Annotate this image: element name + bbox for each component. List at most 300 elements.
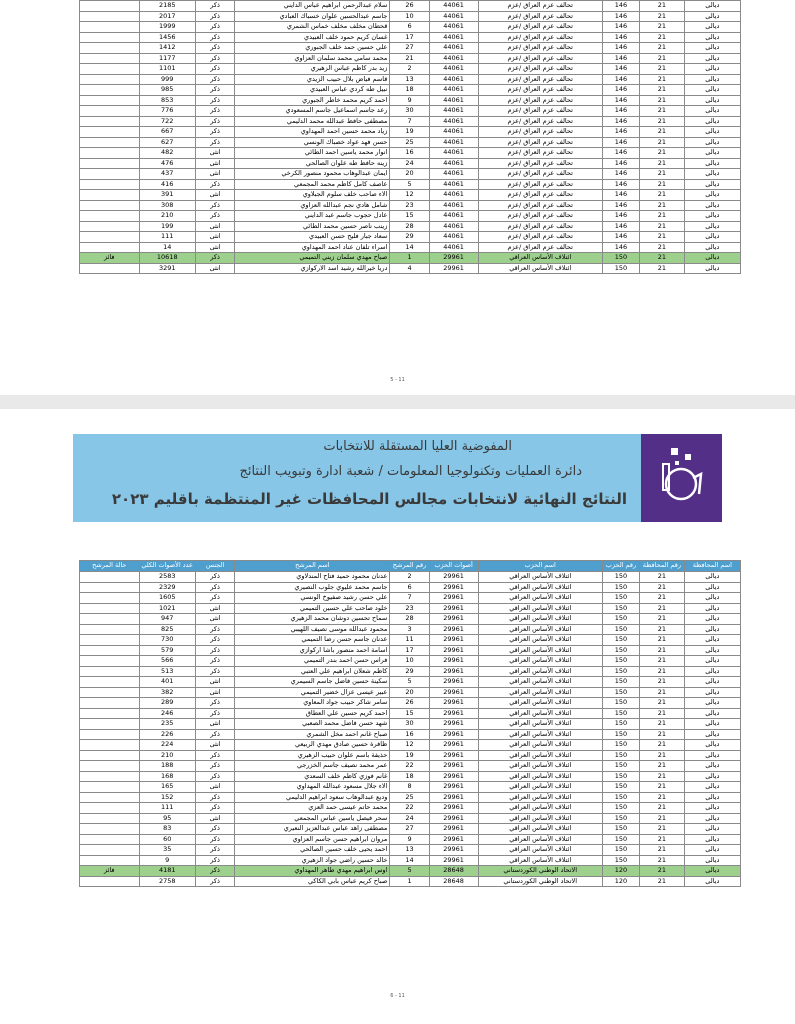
- cell-candidate-status: [80, 179, 140, 190]
- cell-party-votes: 29961: [429, 572, 478, 583]
- cell-total-votes: 627: [139, 137, 195, 148]
- cell-party-votes: 29961: [429, 824, 478, 835]
- cell-candidate-status: [80, 593, 140, 604]
- cell-total-votes: 437: [139, 169, 195, 180]
- cell-gender: انثى: [195, 603, 234, 614]
- cell-party-number: 146: [602, 169, 639, 180]
- cell-party-number: 146: [602, 200, 639, 211]
- commission-logo: [641, 434, 722, 522]
- cell-party-name: ائتلاف الأساس العراقي: [478, 719, 602, 730]
- cell-governorate: ديالى: [684, 771, 740, 782]
- cell-candidate-name: عادل حجوب جاسم عبد الدايني: [235, 211, 390, 222]
- table-row: [80, 232, 741, 243]
- cell-party-number: 150: [602, 687, 639, 698]
- cell-governorate-number: 21: [640, 624, 685, 635]
- table-row: [80, 1, 741, 12]
- cell-total-votes: 3291: [139, 263, 195, 274]
- cell-candidate-name: سلام عبدالرحمن ابراهيم عباس الدايني: [235, 1, 390, 12]
- table-row: [80, 645, 741, 656]
- cell-party-votes: 29961: [429, 771, 478, 782]
- cell-candidate-number: 12: [390, 740, 429, 751]
- cell-total-votes: 224: [139, 740, 195, 751]
- cell-candidate-number: 9: [390, 95, 429, 106]
- cell-governorate: ديالى: [684, 95, 740, 106]
- header-banner: [73, 434, 722, 522]
- cell-governorate: ديالى: [684, 834, 740, 845]
- cell-candidate-status: [80, 614, 140, 625]
- cell-governorate: ديالى: [684, 803, 740, 814]
- cell-candidate-number: 3: [390, 624, 429, 635]
- cell-governorate-number: 21: [640, 813, 685, 824]
- cell-party-name: ائتلاف الأساس العراقي: [478, 253, 602, 264]
- cell-total-votes: 1021: [139, 603, 195, 614]
- table-row: [80, 614, 741, 625]
- cell-party-name: ائتلاف الأساس العراقي: [478, 761, 602, 772]
- header-party-number: رقم الحزب: [602, 561, 639, 572]
- cell-candidate-status: [80, 158, 140, 169]
- cell-candidate-status: [80, 656, 140, 667]
- cell-party-number: 146: [602, 43, 639, 54]
- cell-candidate-name: عدنان محمود حميد فتاح المندلاوي: [235, 572, 390, 583]
- cell-party-number: 120: [602, 866, 639, 877]
- cell-party-votes: 29961: [429, 845, 478, 856]
- cell-candidate-number: 24: [390, 158, 429, 169]
- cell-total-votes: 4181: [139, 866, 195, 877]
- table-row: [80, 242, 741, 253]
- cell-candidate-number: 29: [390, 666, 429, 677]
- cell-candidate-status: [80, 792, 140, 803]
- cell-candidate-number: 22: [390, 761, 429, 772]
- cell-governorate: ديالى: [684, 22, 740, 33]
- cell-party-votes: 29961: [429, 834, 478, 845]
- cell-gender: انثى: [195, 190, 234, 201]
- cell-total-votes: 999: [139, 74, 195, 85]
- cell-governorate-number: 21: [640, 221, 685, 232]
- cell-candidate-status: [80, 782, 140, 793]
- cell-total-votes: 35: [139, 845, 195, 856]
- table-row: [80, 137, 741, 148]
- cell-governorate: ديالى: [684, 813, 740, 824]
- cell-governorate: ديالى: [684, 190, 740, 201]
- table-row: [80, 719, 741, 730]
- cell-total-votes: 246: [139, 708, 195, 719]
- cell-gender: انثى: [195, 719, 234, 730]
- cell-candidate-name: شامل هادي نجم عبدالله العزاوي: [235, 200, 390, 211]
- cell-total-votes: 853: [139, 95, 195, 106]
- cell-party-votes: 44061: [429, 169, 478, 180]
- table-row: [80, 803, 741, 814]
- cell-party-votes: 44061: [429, 127, 478, 138]
- results-title: النتائج النهائية لانتخابات مجالس المحافظات غير المنتظمة باقليم ٢٠٢٣: [111, 490, 627, 508]
- cell-candidate-name: محمود عبدالله موسى نصيف اللهيبي: [235, 624, 390, 635]
- cell-candidate-status: [80, 803, 140, 814]
- cell-total-votes: 401: [139, 677, 195, 688]
- cell-party-votes: 29961: [429, 263, 478, 274]
- cell-governorate-number: 21: [640, 232, 685, 243]
- table-row: [80, 179, 741, 190]
- cell-candidate-name: زياد محمد حسين احمد المهداوي: [235, 127, 390, 138]
- cell-party-votes: 29961: [429, 645, 478, 656]
- cell-party-votes: 44061: [429, 32, 478, 43]
- cell-governorate-number: 21: [640, 53, 685, 64]
- cell-party-number: 150: [602, 582, 639, 593]
- cell-party-name: تحالف عزم العراق /عزم: [478, 221, 602, 232]
- cell-party-name: ائتلاف الأساس العراقي: [478, 792, 602, 803]
- cell-party-name: تحالف عزم العراق /عزم: [478, 179, 602, 190]
- cell-candidate-status: [80, 53, 140, 64]
- cell-party-number: 146: [602, 211, 639, 222]
- cell-gender: ذكر: [195, 771, 234, 782]
- cell-total-votes: 165: [139, 782, 195, 793]
- cell-candidate-number: 16: [390, 148, 429, 159]
- cell-party-name: تحالف عزم العراق /عزم: [478, 43, 602, 54]
- cell-gender: انثى: [195, 782, 234, 793]
- cell-total-votes: 308: [139, 200, 195, 211]
- cell-party-votes: 29961: [429, 603, 478, 614]
- cell-governorate: ديالى: [684, 782, 740, 793]
- table-row: [80, 740, 741, 751]
- cell-party-number: 146: [602, 148, 639, 159]
- cell-total-votes: 985: [139, 85, 195, 96]
- cell-candidate-status: [80, 572, 140, 583]
- cell-party-number: 146: [602, 232, 639, 243]
- cell-candidate-status: [80, 32, 140, 43]
- cell-party-number: 150: [602, 813, 639, 824]
- cell-total-votes: 416: [139, 179, 195, 190]
- cell-governorate-number: 21: [640, 148, 685, 159]
- cell-candidate-number: 26: [390, 1, 429, 12]
- cell-candidate-number: 28: [390, 221, 429, 232]
- cell-gender: ذكر: [195, 253, 234, 264]
- cell-governorate-number: 21: [640, 253, 685, 264]
- cell-party-name: ائتلاف الأساس العراقي: [478, 572, 602, 583]
- cell-candidate-status: [80, 698, 140, 709]
- cell-total-votes: 476: [139, 158, 195, 169]
- cell-gender: ذكر: [195, 200, 234, 211]
- cell-candidate-name: سامر شاكر حبيب جواد المعاوي: [235, 698, 390, 709]
- cell-governorate: ديالى: [684, 1, 740, 12]
- cell-governorate-number: 21: [640, 687, 685, 698]
- cell-party-name: ائتلاف الأساس العراقي: [478, 263, 602, 274]
- cell-gender: ذكر: [195, 876, 234, 887]
- cell-candidate-status: [80, 95, 140, 106]
- cell-party-votes: 28648: [429, 876, 478, 887]
- cell-candidate-name: غانم فوزي كاظم خلف السعدي: [235, 771, 390, 782]
- cell-governorate: ديالى: [684, 158, 740, 169]
- cell-total-votes: 152: [139, 792, 195, 803]
- cell-candidate-name: الاء جلال مسعود عبدالله المهداوي: [235, 782, 390, 793]
- cell-party-name: ائتلاف الأساس العراقي: [478, 603, 602, 614]
- cell-party-votes: 29961: [429, 614, 478, 625]
- cell-candidate-number: 24: [390, 813, 429, 824]
- cell-governorate: ديالى: [684, 148, 740, 159]
- cell-party-number: 150: [602, 656, 639, 667]
- cell-candidate-number: 17: [390, 645, 429, 656]
- cell-candidate-status: [80, 876, 140, 887]
- table-row: [80, 855, 741, 866]
- table-row: [80, 43, 741, 54]
- cell-party-name: ائتلاف الأساس العراقي: [478, 813, 602, 824]
- cell-candidate-number: 18: [390, 771, 429, 782]
- cell-party-votes: 29961: [429, 582, 478, 593]
- cell-total-votes: 235: [139, 719, 195, 730]
- cell-candidate-status: [80, 137, 140, 148]
- cell-candidate-name: حذيفة باسم علوان حبيب الزهيري: [235, 750, 390, 761]
- cell-party-name: تحالف عزم العراق /عزم: [478, 148, 602, 159]
- cell-total-votes: 168: [139, 771, 195, 782]
- cell-candidate-number: 29: [390, 232, 429, 243]
- cell-gender: ذكر: [195, 824, 234, 835]
- table-row: [80, 761, 741, 772]
- cell-gender: انثى: [195, 677, 234, 688]
- cell-governorate: ديالى: [684, 64, 740, 75]
- cell-governorate: ديالى: [684, 866, 740, 877]
- cell-candidate-number: 30: [390, 106, 429, 117]
- cell-party-votes: 44061: [429, 11, 478, 22]
- cell-governorate: ديالى: [684, 179, 740, 190]
- cell-gender: ذكر: [195, 729, 234, 740]
- header-gender: الجنس: [195, 561, 234, 572]
- cell-party-votes: 44061: [429, 64, 478, 75]
- cell-candidate-status: [80, 11, 140, 22]
- cell-gender: ذكر: [195, 53, 234, 64]
- results-table-page-6: [79, 560, 741, 887]
- cell-governorate: ديالى: [684, 263, 740, 274]
- cell-party-name: تحالف عزم العراق /عزم: [478, 1, 602, 12]
- cell-gender: انثى: [195, 614, 234, 625]
- cell-gender: ذكر: [195, 106, 234, 117]
- cell-candidate-status: [80, 645, 140, 656]
- cell-candidate-name: اسراء تلفان عناد احمد المهداوي: [235, 242, 390, 253]
- cell-governorate: ديالى: [684, 708, 740, 719]
- cell-party-number: 150: [602, 845, 639, 856]
- cell-governorate-number: 21: [640, 845, 685, 856]
- cell-total-votes: 1177: [139, 53, 195, 64]
- cell-governorate: ديالى: [684, 593, 740, 604]
- cell-candidate-name: صباح مهدي سلمان زيني التميمي: [235, 253, 390, 264]
- cell-governorate-number: 21: [640, 263, 685, 274]
- cell-candidate-number: 21: [390, 53, 429, 64]
- cell-governorate: ديالى: [684, 137, 740, 148]
- table-row: [80, 74, 741, 85]
- cell-party-number: 150: [602, 740, 639, 751]
- cell-party-number: 150: [602, 593, 639, 604]
- cell-candidate-status: [80, 242, 140, 253]
- cell-governorate-number: 21: [640, 95, 685, 106]
- cell-governorate-number: 21: [640, 127, 685, 138]
- table-row: [80, 148, 741, 159]
- cell-party-name: ائتلاف الأساس العراقي: [478, 624, 602, 635]
- cell-candidate-name: مصطفى حافظ عبدالله محمد الدليمي: [235, 116, 390, 127]
- cell-candidate-status: [80, 43, 140, 54]
- cell-gender: انثى: [195, 687, 234, 698]
- cell-party-votes: 44061: [429, 137, 478, 148]
- cell-governorate-number: 21: [640, 85, 685, 96]
- cell-party-name: تحالف عزم العراق /عزم: [478, 11, 602, 22]
- cell-party-votes: 29961: [429, 855, 478, 866]
- cell-gender: ذكر: [195, 85, 234, 96]
- cell-governorate-number: 21: [640, 593, 685, 604]
- cell-candidate-name: علي حسن رشيد صفيوخ الونسي: [235, 593, 390, 604]
- cell-party-number: 146: [602, 190, 639, 201]
- cell-party-number: 150: [602, 708, 639, 719]
- page-number: 6 - 11: [390, 993, 405, 999]
- cell-candidate-name: وديع عبدالوهاب سعود ابراهيم الدليمي: [235, 792, 390, 803]
- cell-party-name: تحالف عزم العراق /عزم: [478, 158, 602, 169]
- cell-party-name: ائتلاف الأساس العراقي: [478, 614, 602, 625]
- cell-candidate-number: 30: [390, 719, 429, 730]
- cell-governorate: ديالى: [684, 719, 740, 730]
- cell-governorate-number: 21: [640, 635, 685, 646]
- cell-governorate: ديالى: [684, 687, 740, 698]
- cell-party-votes: 44061: [429, 242, 478, 253]
- cell-party-name: تحالف عزم العراق /عزم: [478, 200, 602, 211]
- cell-candidate-status: [80, 750, 140, 761]
- cell-party-name: تحالف عزم العراق /عزم: [478, 22, 602, 33]
- cell-party-number: 146: [602, 158, 639, 169]
- cell-gender: ذكر: [195, 43, 234, 54]
- cell-party-name: تحالف عزم العراق /عزم: [478, 53, 602, 64]
- cell-candidate-number: 5: [390, 179, 429, 190]
- cell-candidate-status: [80, 190, 140, 201]
- cell-gender: ذكر: [195, 855, 234, 866]
- cell-governorate: ديالى: [684, 582, 740, 593]
- cell-party-number: 150: [602, 750, 639, 761]
- cell-party-name: ائتلاف الأساس العراقي: [478, 729, 602, 740]
- table-row: [80, 582, 741, 593]
- cell-party-name: تحالف عزم العراق /عزم: [478, 116, 602, 127]
- cell-party-name: تحالف عزم العراق /عزم: [478, 169, 602, 180]
- cell-candidate-status: [80, 761, 140, 772]
- cell-candidate-number: 13: [390, 74, 429, 85]
- cell-total-votes: 83: [139, 824, 195, 835]
- cell-total-votes: 60: [139, 834, 195, 845]
- cell-governorate-number: 21: [640, 792, 685, 803]
- cell-candidate-number: 27: [390, 824, 429, 835]
- table-row: [80, 782, 741, 793]
- cell-party-number: 146: [602, 95, 639, 106]
- cell-governorate-number: 21: [640, 824, 685, 835]
- cell-party-number: 150: [602, 855, 639, 866]
- cell-party-number: 146: [602, 221, 639, 232]
- cell-party-name: تحالف عزم العراق /عزم: [478, 232, 602, 243]
- cell-gender: ذكر: [195, 593, 234, 604]
- cell-governorate-number: 21: [640, 11, 685, 22]
- table-row: [80, 813, 741, 824]
- cell-party-number: 150: [602, 645, 639, 656]
- cell-governorate: ديالى: [684, 792, 740, 803]
- cell-party-votes: 29961: [429, 803, 478, 814]
- cell-governorate: ديالى: [684, 116, 740, 127]
- cell-governorate: ديالى: [684, 211, 740, 222]
- cell-candidate-name: عمر محمد نصيف جاسم الخزرجي: [235, 761, 390, 772]
- cell-party-votes: 28648: [429, 866, 478, 877]
- cell-party-name: تحالف عزم العراق /عزم: [478, 127, 602, 138]
- cell-party-votes: 44061: [429, 232, 478, 243]
- table-row: [80, 253, 741, 264]
- cell-party-votes: 44061: [429, 221, 478, 232]
- cell-governorate: ديالى: [684, 876, 740, 887]
- cell-governorate-number: 21: [640, 64, 685, 75]
- cell-governorate-number: 21: [640, 179, 685, 190]
- cell-party-votes: 44061: [429, 22, 478, 33]
- cell-candidate-number: 7: [390, 116, 429, 127]
- cell-governorate-number: 21: [640, 116, 685, 127]
- cell-candidate-number: 20: [390, 687, 429, 698]
- table-row: [80, 211, 741, 222]
- cell-candidate-number: 13: [390, 845, 429, 856]
- cell-candidate-status: [80, 64, 140, 75]
- cell-gender: انثى: [195, 263, 234, 274]
- cell-party-name: ائتلاف الأساس العراقي: [478, 708, 602, 719]
- cell-party-number: 146: [602, 179, 639, 190]
- cell-candidate-status: [80, 824, 140, 835]
- cell-party-votes: 44061: [429, 211, 478, 222]
- cell-candidate-status: [80, 729, 140, 740]
- cell-candidate-status: [80, 624, 140, 635]
- cell-party-votes: 29961: [429, 813, 478, 824]
- cell-party-name: ائتلاف الأساس العراقي: [478, 635, 602, 646]
- cell-party-votes: 44061: [429, 74, 478, 85]
- cell-party-name: تحالف عزم العراق /عزم: [478, 64, 602, 75]
- cell-governorate: ديالى: [684, 750, 740, 761]
- cell-governorate-number: 21: [640, 32, 685, 43]
- cell-total-votes: 111: [139, 232, 195, 243]
- cell-party-votes: 29961: [429, 729, 478, 740]
- cell-gender: ذكر: [195, 645, 234, 656]
- cell-candidate-status: [80, 263, 140, 274]
- cell-party-number: 146: [602, 64, 639, 75]
- cell-gender: ذكر: [195, 624, 234, 635]
- cell-candidate-number: 5: [390, 866, 429, 877]
- cell-party-votes: 44061: [429, 1, 478, 12]
- cell-candidate-name: غسان كريم حمود خلف العبيدي: [235, 32, 390, 43]
- cell-party-name: ائتلاف الأساس العراقي: [478, 855, 602, 866]
- cell-party-number: 150: [602, 698, 639, 709]
- table-row: [80, 729, 741, 740]
- cell-total-votes: 1101: [139, 64, 195, 75]
- cell-candidate-name: سحر فيصل ياسين عباس المجمعي: [235, 813, 390, 824]
- cell-party-number: 146: [602, 242, 639, 253]
- cell-party-name: ائتلاف الأساس العراقي: [478, 687, 602, 698]
- cell-total-votes: 2185: [139, 1, 195, 12]
- cell-candidate-name: ظافرة حسين صادق مهدي الربيعي: [235, 740, 390, 751]
- cell-party-number: 150: [602, 792, 639, 803]
- cell-party-number: 150: [602, 803, 639, 814]
- cell-total-votes: 111: [139, 803, 195, 814]
- cell-governorate-number: 21: [640, 242, 685, 253]
- cell-candidate-status: [80, 834, 140, 845]
- cell-candidate-status: [80, 687, 140, 698]
- cell-governorate: ديالى: [684, 106, 740, 117]
- cell-party-number: 146: [602, 127, 639, 138]
- cell-gender: ذكر: [195, 137, 234, 148]
- cell-total-votes: 1412: [139, 43, 195, 54]
- cell-governorate: ديالى: [684, 845, 740, 856]
- page-5: [0, 0, 795, 395]
- cell-candidate-status: [80, 635, 140, 646]
- table-row: [80, 11, 741, 22]
- table-row: [80, 635, 741, 646]
- header-party-name: اسم الحزب: [478, 561, 602, 572]
- cell-candidate-status: فائز: [80, 866, 140, 877]
- cell-party-votes: 29961: [429, 593, 478, 604]
- cell-candidate-number: 28: [390, 614, 429, 625]
- cell-party-number: 150: [602, 719, 639, 730]
- cell-candidate-name: مصطفى زاهد عباس عبدالعزيز النعيري: [235, 824, 390, 835]
- table-row: [80, 200, 741, 211]
- cell-candidate-number: 26: [390, 698, 429, 709]
